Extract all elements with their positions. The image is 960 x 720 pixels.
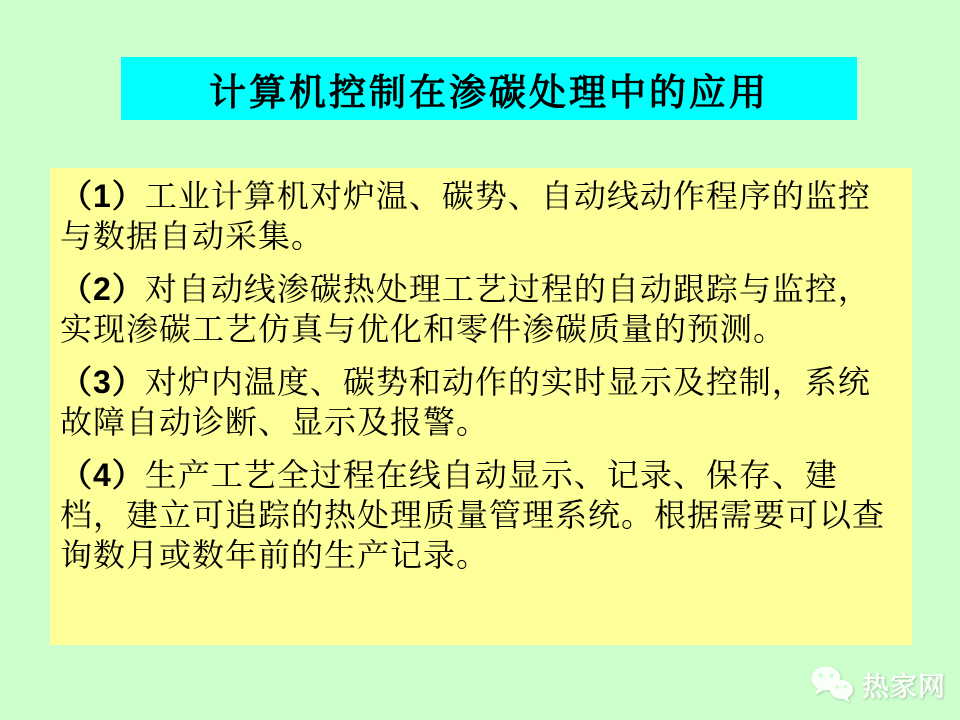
- title-bar: [121, 57, 857, 120]
- watermark-text: 热家网: [862, 671, 946, 702]
- content-box: [50, 168, 912, 645]
- wechat-icon: [809, 664, 855, 704]
- item-number: （4）: [60, 457, 145, 493]
- item-text: 对自动线渗碳热处理工艺过程的自动跟踪与监控，实现渗碳工艺仿真与优化和零件渗碳质量的预测。: [60, 271, 871, 347]
- item-text: 对炉内温度、碳势和动作的实时显示及控制，系统故障自动诊断、显示及报警。: [60, 364, 871, 440]
- item-number: （2）: [60, 271, 145, 307]
- item-text: 工业计算机对炉温、碳势、自动线动作程序的监控与数据自动采集。: [60, 178, 871, 254]
- list-item: [60, 455, 900, 575]
- item-number: （1）: [60, 178, 145, 214]
- list-item: [60, 269, 900, 349]
- page-title: 计算机控制在渗碳处理中的应用: [209, 71, 769, 113]
- item-number: （3）: [60, 364, 145, 400]
- watermark: [809, 664, 946, 704]
- list-item: [60, 362, 900, 442]
- list-item: [60, 176, 900, 256]
- item-text: 生产工艺全过程在线自动显示、记录、保存、建档，建立可追踪的热处理质量管理系统。根据需要可以查询数月或数年前的生产记录。: [60, 457, 886, 573]
